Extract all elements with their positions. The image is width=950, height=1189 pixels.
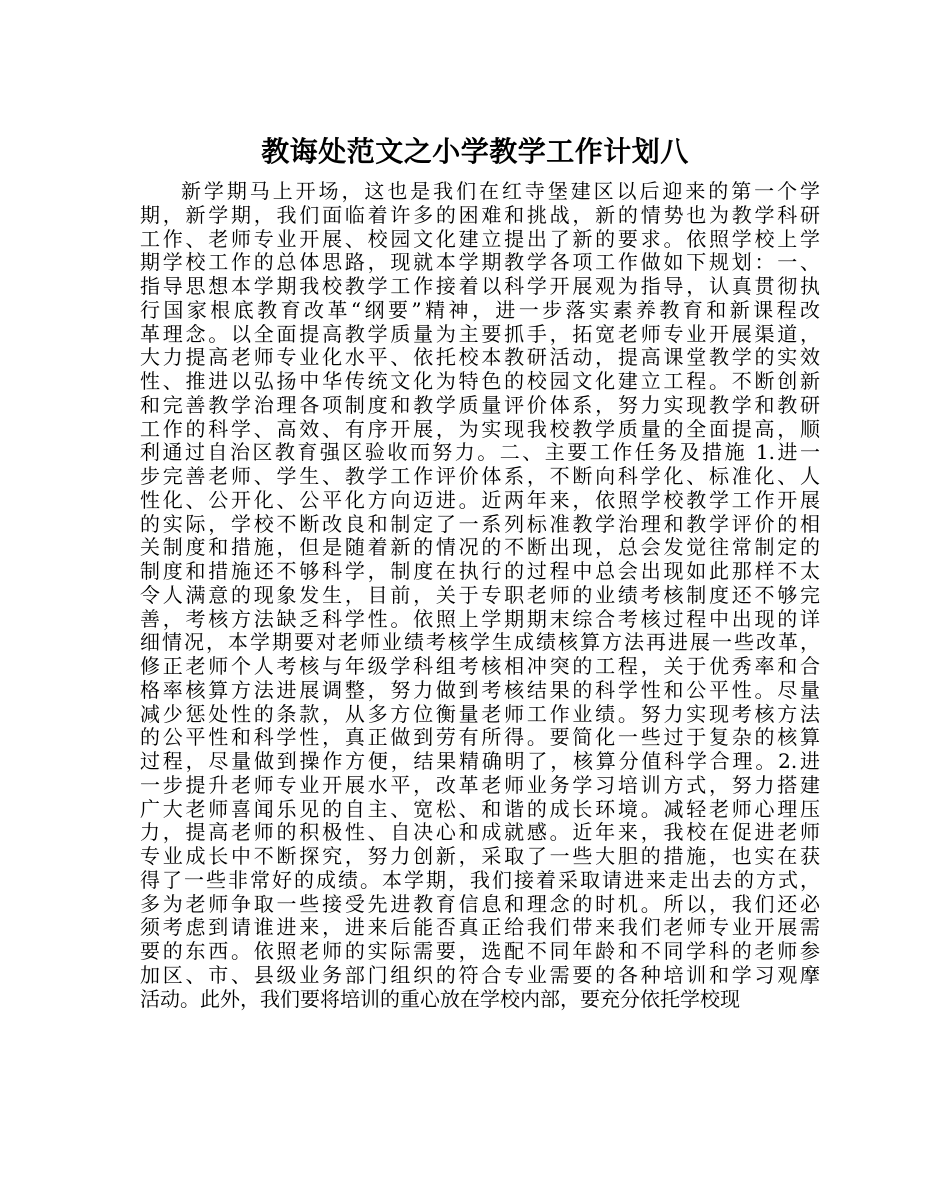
- body-line: 多为老师争取一些接受先进教育信息和理念的时机。所以，我们还必: [140, 891, 820, 916]
- document-body: [140, 180, 820, 1011]
- body-line: 指导思想本学期我校教学工作接着以科学开展观为指导，认真贯彻执: [140, 274, 820, 298]
- body-line: 的公平性和科学性，真正做到劳有所得。要简化一些过于复杂的核算: [140, 725, 820, 750]
- body-line: 革理念。以全面提高教学质量为主要抓手，拓宽老师专业开展渠道，: [140, 321, 820, 346]
- body-line: 格率核算方法进展调整，努力做到考核结果的科学性和公平性。尽量: [140, 677, 820, 702]
- body-line: 专业成长中不断探究，努力创新，采取了一些大胆的措施，也实在获: [140, 844, 820, 868]
- body-line: 工作的科学、高效、有序开展，为实现我校教学质量的全面提高，顺: [140, 416, 820, 441]
- body-line: 性化、公开化、公平化方向迈进。近两年来，依照学校教学工作开展: [140, 487, 820, 512]
- document-title: 教诲处范文之小学教学工作计划八: [261, 135, 689, 168]
- body-line: 要的东西。依照老师的实际需要，选配不同年龄和不同学科的老师参: [140, 939, 820, 963]
- body-line: 新学期马上开场，这也是我们在红寺堡建区以后迎来的第一个学: [181, 179, 820, 203]
- body-line: 关制度和措施，但是随着新的情况的不断出现，总会发觉往常制定的: [140, 535, 820, 560]
- body-line: 广大老师喜闻乐见的自主、宽松、和谐的成长环境。减轻老师心理压: [140, 796, 820, 821]
- body-line: 和完善教学治理各项制度和教学质量评价体系，努力实现教学和教研: [140, 392, 820, 417]
- body-line: 加区、市、县级业务部门组织的符合专业需要的各种培训和学习观摩: [140, 962, 820, 987]
- body-line: 须考虑到请谁进来，进来后能否真正给我们带来我们老师专业开展需: [140, 915, 820, 940]
- body-line: 细情况，本学期要对老师业绩考核学生成绩核算方法再进展一些改革，: [140, 630, 820, 655]
- body-line: 制度和措施还不够科学，制度在执行的过程中总会出现如此那样不太: [140, 559, 820, 583]
- body-line: 性、推进以弘扬中华传统文化为特色的校园文化建立工程。不断创新: [140, 369, 820, 393]
- body-line: 期，新学期，我们面临着许多的困难和挑战，新的情势也为教学科研: [140, 202, 820, 227]
- body-line: 利通过自治区教育强区验收而努力。二、主要工作任务及措施 1.进一: [140, 440, 820, 465]
- body-line: 减少惩处性的条款，从多方位衡量老师工作业绩。努力实现考核方法: [140, 701, 820, 726]
- body-line: 工作、老师专业开展、校园文化建立提出了新的要求。依照学校上学: [140, 226, 820, 251]
- body-line: 步完善老师、学生、教学工作评价体系，不断向科学化、标准化、人: [140, 464, 820, 488]
- body-line: 一步提升老师专业开展水平，改革老师业务学习培训方式，努力搭建: [140, 772, 820, 797]
- body-line: 大力提高老师专业化水平、依托校本教研活动，提高课堂教学的实效: [140, 345, 820, 370]
- body-line: 得了一些非常好的成绩。本学期，我们接着采取请进来走出去的方式，: [140, 867, 820, 892]
- body-line: 期学校工作的总体思路，现就本学期教学各项工作做如下规划：一、: [140, 250, 820, 275]
- body-line: 活动。此外，我们要将培训的重心放在学校内部，要充分依托学校现: [140, 986, 740, 1011]
- body-line: 善，考核方法缺乏科学性。依照上学期期末综合考核过程中出现的详: [140, 606, 820, 631]
- body-line: 修正老师个人考核与年级学科组考核相冲突的工程，关于优秀率和合: [140, 654, 820, 678]
- body-line: 行国家根底教育改革“纲要”精神，进一步落实素养教育和新课程改: [140, 297, 820, 322]
- body-line: 的实际，学校不断改良和制定了一系列标准教学治理和教学评价的相: [140, 511, 820, 536]
- body-line: 令人满意的现象发生，目前，关于专职老师的业绩考核制度还不够完: [140, 582, 820, 607]
- body-line: 过程，尽量做到操作方便，结果精确明了，核算分值科学合理。2.进: [140, 749, 820, 773]
- body-line: 力，提高老师的积极性、自决心和成就感。近年来，我校在促进老师: [140, 820, 820, 845]
